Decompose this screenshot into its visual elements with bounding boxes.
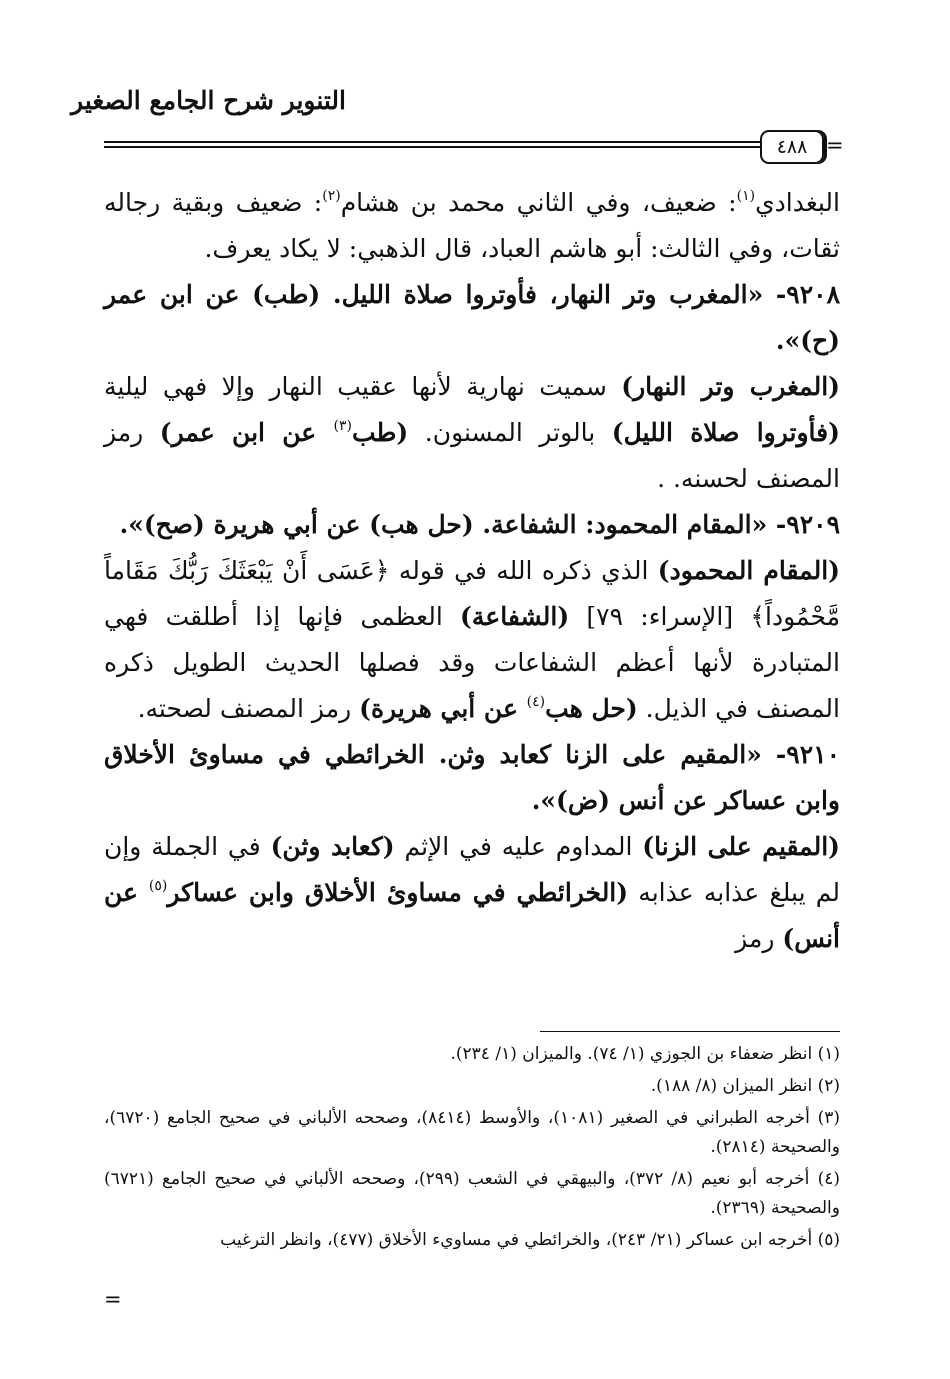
bold-term: (حل هب [545,694,638,723]
page-number: ٤٨٨ [760,130,824,164]
text-run: البغدادي [755,188,840,217]
footnote-ref: (٢) [322,188,341,204]
text-run: رمز المصنف لصحته. [137,694,360,723]
footnote-3: (٣) أخرجه الطبراني في الصغير (١٠٨١)، والأوسط (٨٤١٤)، وصححه الألباني في صحيح الجامع (٦٧٢٠)، والصحيحة (٢٨١٤). [104,1108,840,1157]
footnote-ref: (٥) [148,878,168,894]
footnote-ref: (٤) [526,694,546,710]
footnote-5: (٥) أخرجه ابن عساكر (٢١/ ٢٤٣)، والخرائطي في مساويء الأخلاق (٤٧٧)، وانظر الترغيب [220,1230,840,1250]
bold-term: عن أبي هريرة) [359,694,527,723]
text-run: : ضعيف، وفي الثاني محمد بن هشام [340,188,737,217]
hadith-9210: ٩٢١٠- «المقيم على الزنا كعابد وثن. الخرائطي في مساوئ الأخلاق وابن عساكر عن أنس (ض)». [104,740,840,815]
footnote-separator [540,1031,840,1032]
main-text [104,180,840,962]
bold-term: عن أنس) [104,878,840,953]
bold-term: (المقيم على الزنا) [642,832,840,861]
bold-term: (المغرب وتر النهار) [621,372,840,401]
commentary-9209 [104,548,840,732]
footnote-ref: (١) [736,188,756,204]
text-run: رمز [735,924,783,953]
text-run: بالوتر المسنون. [408,418,612,447]
footnote-2: (٢) انظر الميزان (٨/ ١٨٨). [650,1076,840,1096]
text-run: في الجملة وإن لم يبلغ عذابه عذابه [104,832,840,907]
footer-continuation-mark: = [104,1287,122,1311]
hadith-9208: ٩٢٠٨- «المغرب وتر النهار، فأوتروا صلاة الليل. (طب) عن ابن عمر (ح)». [104,280,840,355]
footnote-4: (٤) أخرجه أبو نعيم (٨/ ٣٧٢)، والبيهقي في الشعب (٢٩٩)، وصححه الألباني في صحيح الجامع (٦٧٢١) والصحيحة (٢٣٦٩). [104,1169,840,1218]
text-run: المداوم عليه في الإثم [394,832,643,861]
text-run: الذي ذكره الله في قوله ﴿عَسَى أَنْ يَبْعَثَكَ رَبُّكَ مَقَاماً مَّحْمُوداً﴾ [الإسراء: ٧٩] [104,556,840,631]
text-run: العظمى فإنها إذا أطلقت فهي المتبادرة لأنها أعظم الشفاعات وقد فصلها الحديث الطويل ذكره المصنف في الذيل. [104,602,840,723]
footnote-ref: (٣) [333,418,352,434]
commentary-9208 [104,364,840,502]
text-run: سميت نهارية لأنها عقيب النهار وإلا فهي ليلية [104,372,622,401]
text-run: : ضعيف وبقية رجاله ثقات، وفي الثالث: أبو هاشم العباد، قال الذهبي: لا يكاد يعرف. [104,188,840,263]
running-title: التنوير شرح الجامع الصغير [71,86,346,115]
commentary-9210 [104,824,840,962]
hadith-9209: ٩٢٠٩- «المقام المحمود: الشفاعة. (حل هب) عن أبي هريرة (صح)». [119,510,840,539]
header-rule-bottom [104,146,760,148]
bold-term: عن ابن عمر) [159,418,334,447]
header-continuation-mark: = [826,133,844,157]
header-rule-top [104,141,760,143]
bold-term: (طب [351,418,409,447]
footnote-1: (١) انظر ضعفاء بن الجوزي (١/ ٧٤). والميزان (١/ ٢٣٤). [450,1044,840,1064]
bold-term: (كعابد وثن) [270,832,395,861]
paragraph-commentary-continued [104,180,840,272]
bold-term: (الخرائطي في مساوئ الأخلاق وابن عساكر [167,878,629,907]
bold-term: (فأوتروا صلاة الليل) [611,418,840,447]
text-run: رمز المصنف لحسنه. . [104,418,840,493]
bold-term: (المقام المحمود) [657,556,840,585]
bold-term: (الشفاعة) [460,602,570,631]
footnotes [104,1040,840,1258]
